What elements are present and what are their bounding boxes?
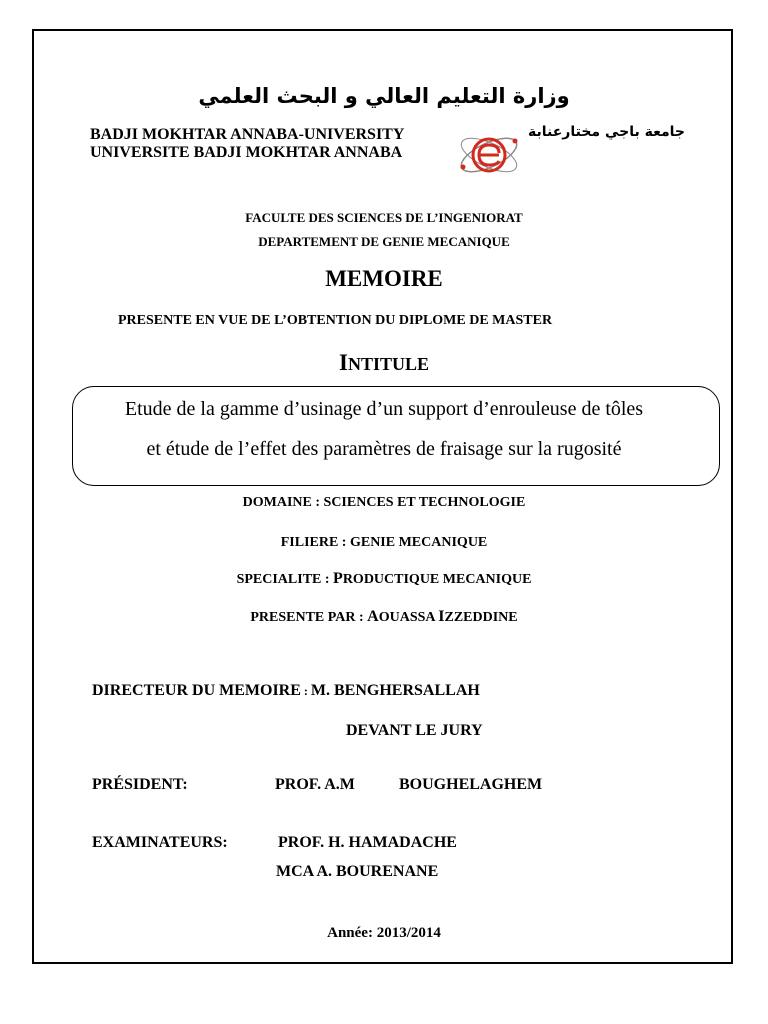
examinateur-1: PROF. H. HAMADACHE bbox=[278, 834, 457, 851]
presente-label: PRESENTE PAR : bbox=[250, 610, 368, 625]
domaine: DOMAINE : SCIENCES ET TECHNOLOGIE bbox=[242, 495, 526, 510]
ministry-arabic: وزارة التعليم العالي و البحث العلمي bbox=[198, 84, 570, 108]
intitule-heading bbox=[0, 350, 768, 376]
filiere: FILIERE : GENIE MECANIQUE bbox=[280, 535, 488, 550]
faculty-name: FACULTE DES SCIENCES DE L’INGENIORAT bbox=[245, 210, 523, 225]
department-name: DEPARTEMENT DE GENIE MECANIQUE bbox=[258, 234, 510, 249]
specialite bbox=[0, 570, 768, 588]
presente-par bbox=[0, 608, 768, 626]
author-surname-rest: OUASSA bbox=[378, 610, 439, 625]
directeur-line bbox=[92, 682, 480, 700]
academic-year: Année: 2013/2014 bbox=[327, 925, 441, 941]
intitule-initial: I bbox=[339, 350, 348, 375]
university-name-en: BADJI MOKHTAR ANNABA-UNIVERSITY bbox=[90, 126, 405, 143]
thesis-title-line-2: et étude de l’effet des paramètres de fraisage sur la rugosité bbox=[146, 438, 622, 460]
directeur-name: M. BENGHERSALLAH bbox=[310, 682, 480, 699]
president-name: BOUGHELAGHEM bbox=[399, 776, 543, 793]
author-initial-i: I bbox=[438, 608, 445, 625]
degree-purpose: PRESENTE EN VUE DE L’OBTENTION DU DIPLOME DE MASTER bbox=[118, 313, 553, 328]
specialite-label: SPECIALITE : bbox=[236, 572, 334, 587]
examinateur-2: MCA A. BOURENANE bbox=[276, 863, 439, 880]
specialite-rest: RODUCTIQUE MECANIQUE bbox=[342, 572, 532, 587]
intitule-rest: NTITULE bbox=[347, 354, 429, 374]
specialite-initial: P bbox=[333, 570, 343, 587]
president-label: PRÉSIDENT: bbox=[92, 776, 188, 793]
examinateurs-label: EXAMINATEURS: bbox=[92, 834, 228, 851]
directeur-separator: : bbox=[300, 684, 311, 698]
university-logo-icon bbox=[455, 125, 525, 185]
university-name-fr: UNIVERSITE BADJI MOKHTAR ANNABA bbox=[90, 144, 403, 161]
author-firstname-rest: ZZEDDINE bbox=[444, 610, 518, 625]
devant-le-jury: DEVANT LE JURY bbox=[346, 722, 483, 739]
memoire-heading: MEMOIRE bbox=[325, 266, 443, 291]
author-initial-a: A bbox=[367, 608, 379, 625]
university-name-arabic: جامعة باجي مختارعنابة bbox=[528, 124, 685, 140]
thesis-title-line-1: Etude de la gamme d’usinage d’un support d’enrouleuse de tôles bbox=[124, 398, 644, 420]
president-title: PROF. A.M bbox=[275, 776, 355, 793]
directeur-label: DIRECTEUR DU MEMOIRE bbox=[92, 682, 301, 699]
